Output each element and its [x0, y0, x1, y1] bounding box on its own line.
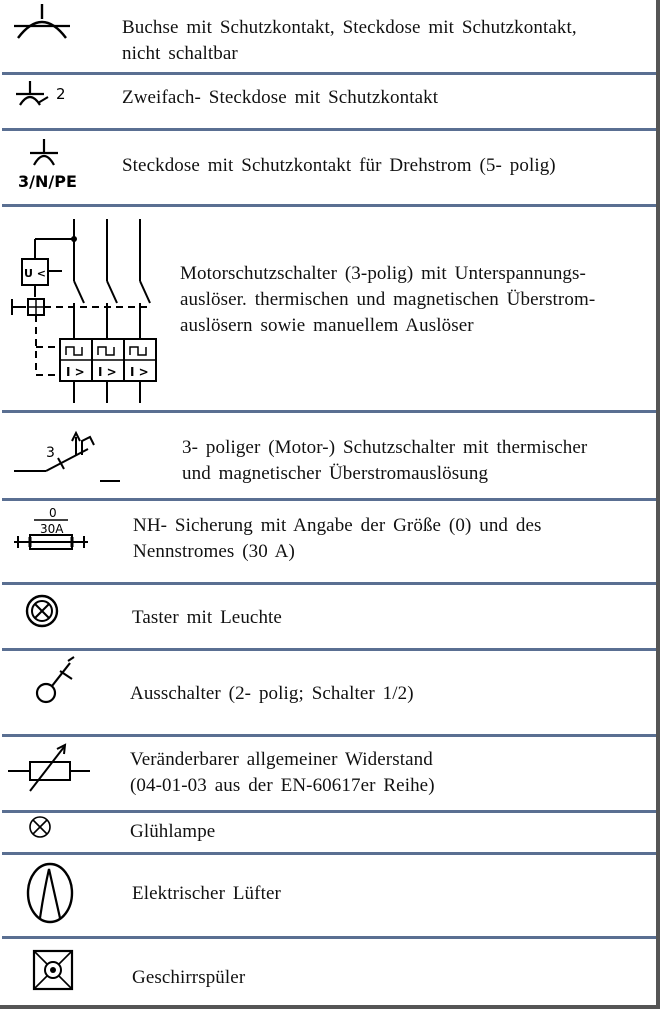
electric-fan-icon: [2, 855, 112, 935]
row-text: Glühlampe: [130, 821, 216, 842]
table-row: [2, 410, 656, 498]
row-text: Geschirrspüler: [132, 967, 246, 988]
table-row: [2, 936, 656, 1008]
double-socket-icon: [2, 75, 112, 127]
row-text: Taster mit Leuchte: [132, 607, 282, 628]
row-text: Motorschutzschalter (3-polig) mit Unterspannungs-: [180, 263, 586, 284]
row-text: Zweifach- Steckdose mit Schutzkontakt: [122, 87, 439, 108]
table-row: [2, 648, 656, 734]
off-switch-icon: [2, 651, 112, 733]
symbol-label: 2: [56, 85, 66, 103]
table-row: [2, 734, 656, 810]
row-text: (04-01-03 aus der EN-60617er Reihe): [130, 775, 435, 796]
table-row: [2, 498, 656, 582]
row-text: auslöser. thermischen und magnetischen Überstrom-: [180, 289, 596, 310]
motor-protection-switch-icon: [2, 207, 172, 409]
table-row: [2, 852, 656, 936]
table-row: [2, 0, 656, 72]
nh-fuse-icon: [2, 501, 112, 581]
circuit-breaker-icon: [2, 413, 132, 497]
table-row: [2, 582, 656, 648]
table-row: [2, 204, 656, 410]
row-text: auslösern sowie manuellem Auslöser: [180, 315, 474, 336]
row-text: und magnetischer Überstromauslösung: [182, 463, 489, 484]
symbol-label: 3/N/PE: [18, 172, 77, 191]
symbol-label: 0: [49, 506, 57, 520]
symbol-label: U <: [24, 267, 46, 280]
lamp-icon: [2, 813, 112, 851]
symbol-label: 30A: [40, 522, 64, 536]
table-row: [2, 72, 656, 128]
push-button-with-lamp-icon: [2, 585, 112, 647]
row-text: Ausschalter (2- polig; Schalter 1/2): [130, 683, 414, 704]
symbol-label: I >: [130, 365, 149, 379]
row-text: Steckdose mit Schutzkontakt für Drehstrom (5- polig): [122, 155, 556, 176]
three-phase-socket-icon: [2, 131, 112, 203]
socket-with-protective-contact-icon: [2, 0, 112, 70]
dishwasher-icon: [2, 939, 112, 1007]
row-text: Buchse mit Schutzkontakt, Steckdose mit Schutzkontakt,: [122, 17, 577, 38]
variable-resistor-icon: [2, 737, 112, 809]
row-text: nicht schaltbar: [122, 43, 238, 64]
row-text: Elektrischer Lüfter: [132, 883, 281, 904]
symbol-label: I >: [98, 365, 117, 379]
symbol-label: I >: [66, 365, 85, 379]
frame-border-right: [656, 0, 660, 1009]
table-row: [2, 128, 656, 204]
row-text: Nennstromes (30 A): [133, 541, 295, 562]
row-text: 3- poliger (Motor-) Schutzschalter mit thermischer: [182, 437, 588, 458]
row-text: Veränderbarer allgemeiner Widerstand: [130, 749, 433, 770]
symbol-label: 3: [46, 445, 55, 461]
table-row: [2, 810, 656, 852]
frame-border-bottom: [0, 1005, 660, 1009]
row-text: NH- Sicherung mit Angabe der Größe (0) und des: [133, 515, 542, 536]
